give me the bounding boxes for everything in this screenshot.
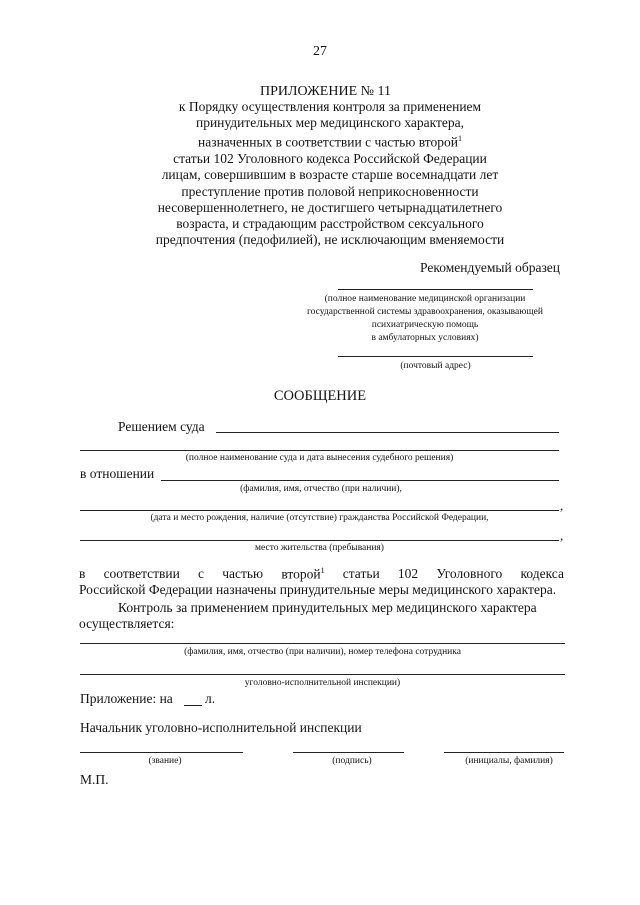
footnote-mark: 1 xyxy=(457,134,462,144)
birth-line-comma: , xyxy=(560,498,564,513)
rank-line xyxy=(80,752,243,753)
org-caption xyxy=(280,293,570,345)
court-decision-line xyxy=(216,432,559,433)
appendix-line: преступление против половой неприкосновенности xyxy=(181,183,479,199)
attachment-label: Приложение: на xyxy=(80,691,173,706)
body-line-3: Контроль за применением принудительных мер медицинского характера xyxy=(118,600,537,615)
officer-caption: (фамилия, имя, отчество (при наличии), номер телефона сотрудника xyxy=(184,647,461,657)
appendix-line: статьи 102 Уголовного кодекса Российской Федерации xyxy=(173,151,487,167)
officer-line xyxy=(80,643,565,644)
org-caption-line: (полное наименование медицинской организации xyxy=(324,294,526,304)
name-caption: (фамилия, имя, отчество (при наличии), xyxy=(240,484,402,494)
appendix-line: предпочтения (педофилией), не исключающим вменяемости xyxy=(155,232,505,248)
document-title: СООБЩЕНИЕ xyxy=(273,388,367,404)
appendix-line: к Порядку осуществления контроля за применением xyxy=(178,99,482,114)
court-caption: (полное наименование суда и дата вынесения судебного решения) xyxy=(185,453,454,463)
appendix-line: назначенных в соответствии с частью второй$^1$ xyxy=(198,134,462,150)
appendix-line: возраста, и страдающим расстройством сексуального xyxy=(176,215,484,231)
attachment-pages-line xyxy=(184,705,202,706)
signature-caption: (подпись) xyxy=(332,756,372,766)
postal-address-line xyxy=(338,356,533,357)
body-line-1: в соответствии с частью второй$^1$ статьи 102 Уголовного кодекса xyxy=(79,566,564,582)
appendix-title: ПРИЛОЖЕНИЕ № 11 xyxy=(260,84,391,99)
org-name-line xyxy=(338,289,533,290)
body-line-4: осуществляется: xyxy=(79,616,175,631)
residence-line xyxy=(80,540,559,541)
page-number: 27 xyxy=(313,44,327,59)
appendix-line: принудительных мер медицинского характера, xyxy=(195,115,465,131)
court-decision-label: Решением суда xyxy=(118,419,205,434)
head-title: Начальник уголовно-исполнительной инспекции xyxy=(80,720,362,735)
initials-line xyxy=(444,752,564,753)
court-full-line xyxy=(80,450,559,451)
body-line-2: Российской Федерации назначены принудительные меры медицинского характера. xyxy=(79,582,557,597)
birth-line xyxy=(80,510,559,511)
org-caption-line: в амбулаторных условиях) xyxy=(371,333,479,343)
appendix-description xyxy=(150,99,510,248)
attachment-suffix: л. xyxy=(205,691,216,706)
footnote-mark: 1 xyxy=(320,566,325,575)
org-caption-line: психиатрическую помощь xyxy=(371,320,479,330)
inspection-line xyxy=(80,674,565,675)
residence-caption: место жительства (пребывания) xyxy=(255,543,384,553)
person-name-line xyxy=(161,480,559,481)
recommended-sample-label: Рекомендуемый образец xyxy=(420,260,561,275)
inspection-caption: уголовно-исполнительной инспекции) xyxy=(244,678,401,688)
initials-caption: (инициалы, фамилия) xyxy=(465,756,553,766)
word-with-footnote: второй$^1$ xyxy=(281,566,325,582)
postal-caption: (почтовый адрес) xyxy=(400,361,471,371)
signature-line xyxy=(293,752,404,753)
rank-caption: (звание) xyxy=(148,756,182,766)
appendix-line: лицам, совершившим в возрасте старше восемнадцати лет xyxy=(161,167,499,183)
stamp-label: М.П. xyxy=(80,772,109,787)
org-caption-line: государственной системы здравоохранения, оказывающей xyxy=(307,307,543,317)
regarding-label: в отношении xyxy=(80,466,155,481)
appendix-line: несовершеннолетнего, не достигшего четырнадцатилетнего xyxy=(157,199,503,215)
birth-caption: (дата и место рождения, наличие (отсутствие) гражданства Российской Федерации, xyxy=(150,513,489,523)
residence-line-comma: , xyxy=(560,528,564,543)
